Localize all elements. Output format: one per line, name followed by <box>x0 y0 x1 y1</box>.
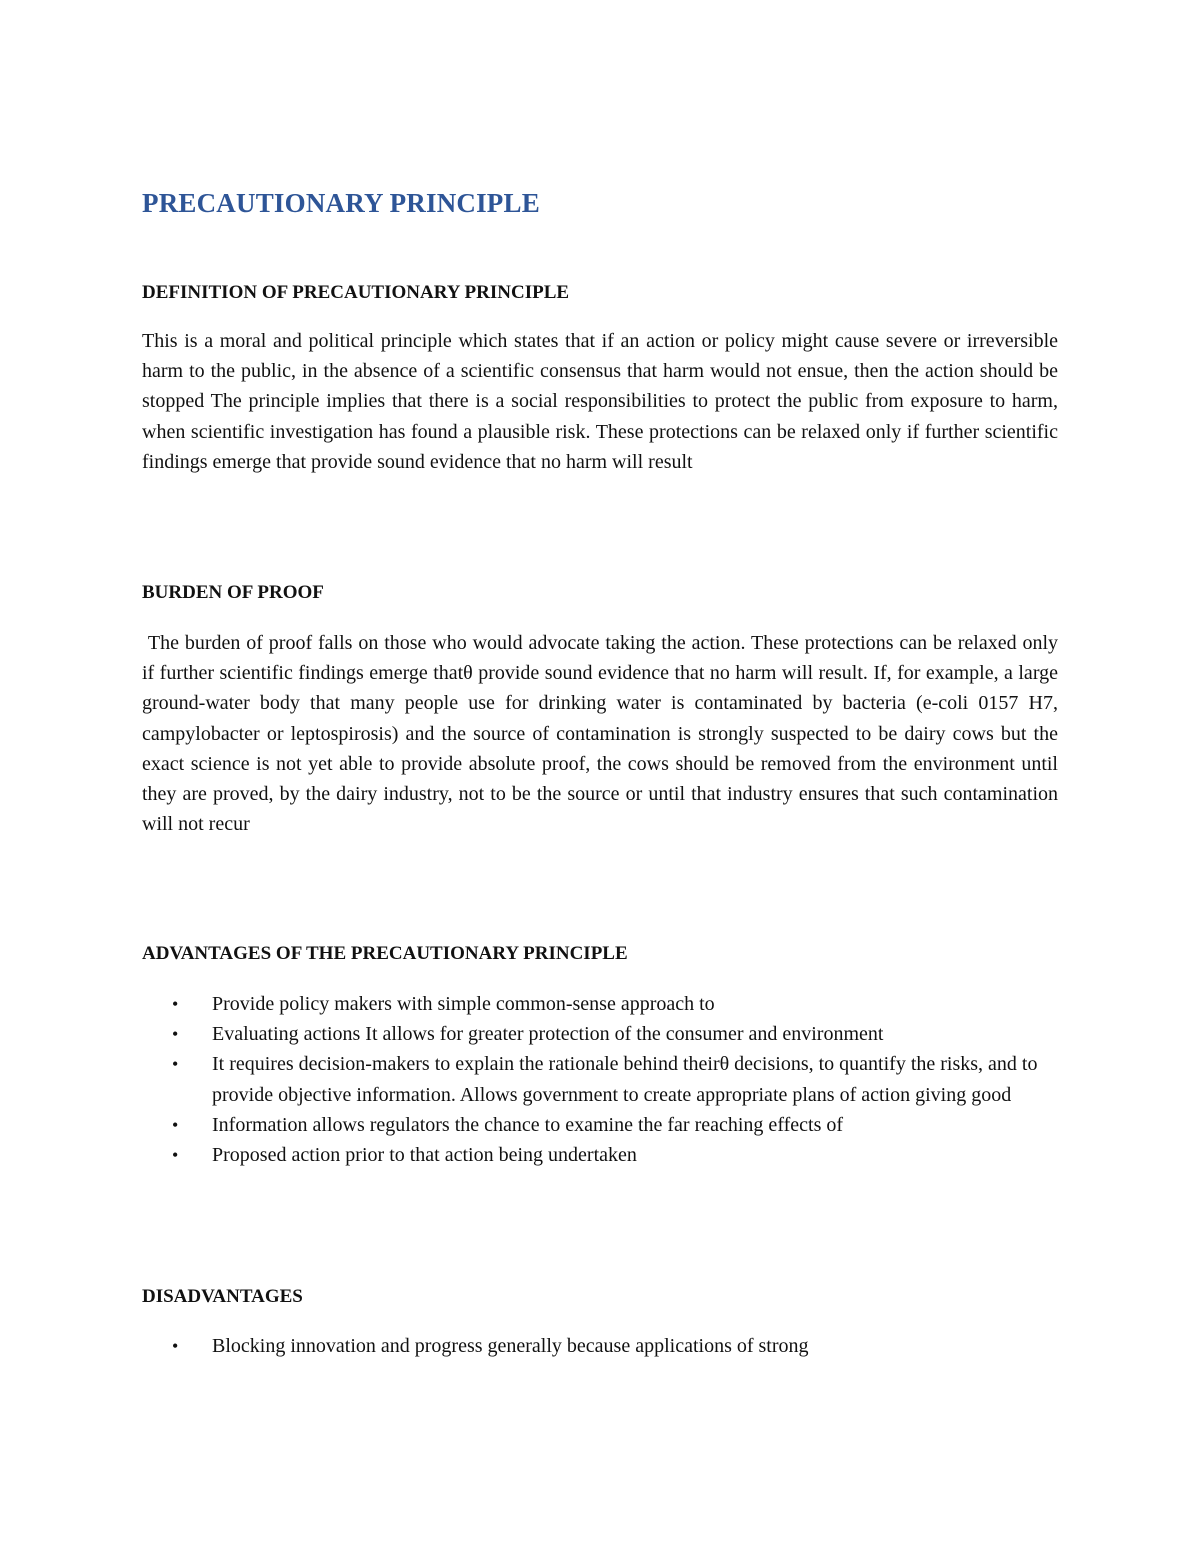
definition-heading: DEFINITION OF PRECAUTIONARY PRINCIPLE <box>142 282 570 303</box>
list-item <box>142 1331 1058 1361</box>
disadvantage-text: Blocking innovation and progress generally because applications of strong <box>212 1335 809 1357</box>
list-item <box>142 1140 1058 1170</box>
advantage-text: It requires decision-makers to explain the rationale behind theirθ decisions, to quantify the risks, and to provide objective information. Allows government to create appropriate plans of action giving good <box>212 1053 1038 1106</box>
list-item <box>142 1049 1058 1109</box>
bullet-icon: • <box>172 1145 179 1166</box>
definition-paragraph: This is a moral and political principle which states that if an action or policy might cause severe or irreversible harm to the public, in the absence of a scientific consensus that harm would not ensue, then the action should be stopped The principle implies that there is a social responsibilities to protect the public from exposure to harm, when scientific investigation has found a plausible risk. These protections can be relaxed only if further scientific findings emerge that provide sound evidence that no harm will result <box>142 330 1058 473</box>
bullet-icon: • <box>172 1054 179 1075</box>
list-item <box>142 1019 1058 1049</box>
bullet-icon: • <box>172 994 179 1014</box>
advantages-list <box>142 989 1058 1170</box>
disadvantages-list <box>142 1331 1058 1361</box>
advantage-text: Evaluating actions It allows for greater protection of the consumer and environment <box>212 1023 884 1046</box>
burden-of-proof-paragraph: The burden of proof falls on those who would advocate taking the action. These protections can be relaxed only if further scientific findings emerge thatθ provide sound evidence that no harm will result. If, for example, a large ground-water body that many people use for drinking water is contaminated by bacteria (e-coli 0157 H7, campylobacter or leptospirosis) and the source of contamination is strongly suspected to be dairy cows but the exact science is not yet able to provide absolute proof, the cows should be removed from the environment until they are proved, by the dairy industry, not to be the source or until that industry ensures that such contamination will not recur <box>142 632 1064 836</box>
advantages-heading: ADVANTAGES OF THE PRECAUTIONARY PRINCIPLE <box>142 943 628 964</box>
page-title: PRECAUTIONARY PRINCIPLE <box>142 188 540 218</box>
bullet-icon: • <box>172 1024 179 1045</box>
advantage-text: Proposed action prior to that action being undertaken <box>212 1144 637 1167</box>
advantage-text: Provide policy makers with simple common-sense approach to <box>212 993 715 1015</box>
bullet-icon: • <box>172 1336 179 1356</box>
disadvantages-heading: DISADVANTAGES <box>142 1286 303 1307</box>
list-item <box>142 1110 1058 1140</box>
list-item <box>142 989 1058 1019</box>
advantage-text: Information allows regulators the chance to examine the far reaching effects of <box>212 1113 844 1136</box>
bullet-icon: • <box>172 1114 179 1135</box>
burden-of-proof-heading: BURDEN OF PROOF <box>142 582 324 603</box>
